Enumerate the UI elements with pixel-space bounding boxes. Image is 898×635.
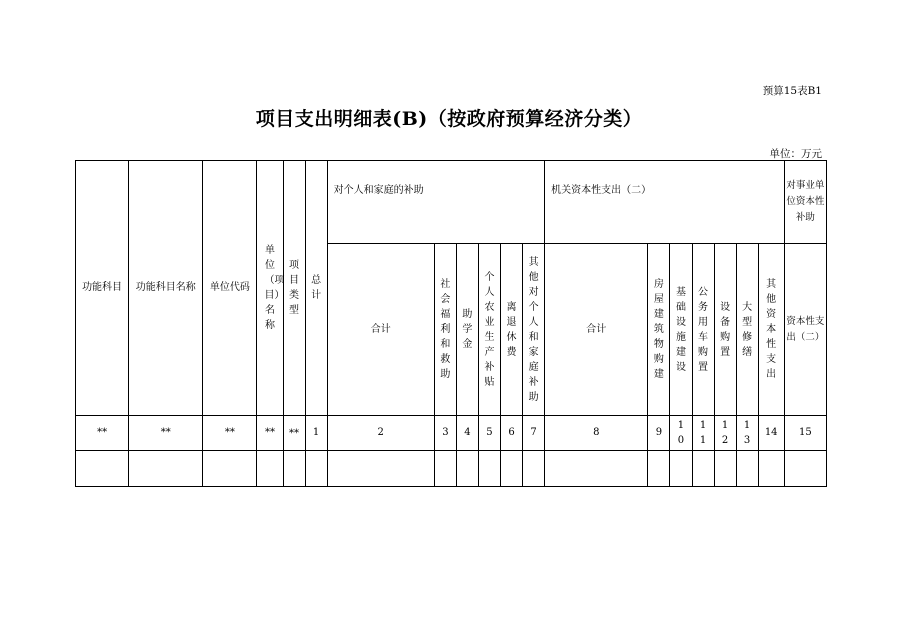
header-farm-subsidy: 个人农业生产补贴 xyxy=(478,244,500,416)
header-repair: 大型修缮 xyxy=(736,244,758,416)
header-vehicle: 公务用车购置 xyxy=(692,244,714,416)
header-building: 房屋建筑物购建 xyxy=(648,244,670,416)
index-cell: 5 xyxy=(478,416,500,451)
data-cell[interactable] xyxy=(327,451,434,487)
header-group-personal: 对个人和家庭的补助 xyxy=(327,161,545,244)
index-cell: 4 xyxy=(456,416,478,451)
unit-label: 单位：万元 xyxy=(769,148,822,160)
index-cell: ** xyxy=(283,416,305,451)
page-title: 项目支出明细表(B)（按政府预算经济分类） xyxy=(255,108,643,130)
header-project-type: 项目类型 xyxy=(283,161,305,416)
data-cell[interactable] xyxy=(203,451,257,487)
index-cell: 8 xyxy=(545,416,648,451)
data-cell[interactable] xyxy=(714,451,736,487)
budget-table xyxy=(75,160,827,487)
data-cell[interactable] xyxy=(736,451,758,487)
header-func-name: 功能科目名称 xyxy=(129,161,203,416)
data-cell[interactable] xyxy=(648,451,670,487)
index-cell: ** xyxy=(129,416,203,451)
index-cell: ** xyxy=(257,416,283,451)
index-cell: 10 xyxy=(670,416,692,451)
data-cell[interactable] xyxy=(670,451,692,487)
header-group-enterprise: 对事业单位资本性补助 xyxy=(784,161,826,244)
data-cell[interactable] xyxy=(283,451,305,487)
header-infrastructure: 基础设施建设 xyxy=(670,244,692,416)
data-cell[interactable] xyxy=(692,451,714,487)
header-stipend: 助学金 xyxy=(456,244,478,416)
header-subtotal-b: 合计 xyxy=(545,244,648,416)
header-social-welfare: 社会福利和救助 xyxy=(434,244,456,416)
data-cell[interactable] xyxy=(305,451,327,487)
data-cell[interactable] xyxy=(501,451,523,487)
index-cell: 2 xyxy=(327,416,434,451)
data-cell[interactable] xyxy=(523,451,545,487)
index-cell: 12 xyxy=(714,416,736,451)
data-cell[interactable] xyxy=(257,451,283,487)
index-cell: ** xyxy=(203,416,257,451)
header-other-capital: 其他资本性支出 xyxy=(758,244,784,416)
header-equipment: 设备购置 xyxy=(714,244,736,416)
header-group-capital: 机关资本性支出（二） xyxy=(545,161,785,244)
index-cell: 1 xyxy=(305,416,327,451)
index-cell: 9 xyxy=(648,416,670,451)
index-cell: 7 xyxy=(523,416,545,451)
header-subtotal-a: 合计 xyxy=(327,244,434,416)
data-cell[interactable] xyxy=(478,451,500,487)
header-unit-code: 单位代码 xyxy=(203,161,257,416)
data-cell[interactable] xyxy=(129,451,203,487)
header-capital-two: 资本性支出（二） xyxy=(784,244,826,416)
header-retirement: 离退休费 xyxy=(501,244,523,416)
index-cell: 13 xyxy=(736,416,758,451)
data-cell[interactable] xyxy=(434,451,456,487)
data-cell[interactable] xyxy=(76,451,129,487)
data-cell[interactable] xyxy=(784,451,826,487)
data-cell[interactable] xyxy=(758,451,784,487)
index-cell: 6 xyxy=(501,416,523,451)
data-cell[interactable] xyxy=(545,451,648,487)
index-cell: 11 xyxy=(692,416,714,451)
index-cell: 3 xyxy=(434,416,456,451)
data-cell[interactable] xyxy=(456,451,478,487)
header-func-code: 功能科目 xyxy=(76,161,129,416)
header-unit-name: 单位（项目）名称 xyxy=(257,161,283,416)
index-cell: 15 xyxy=(784,416,826,451)
form-code: 预算15表B1 xyxy=(762,85,822,97)
index-cell: ** xyxy=(76,416,129,451)
header-total: 总计 xyxy=(305,161,327,416)
header-other-personal: 其他对个人和家庭补助 xyxy=(523,244,545,416)
index-cell: 14 xyxy=(758,416,784,451)
